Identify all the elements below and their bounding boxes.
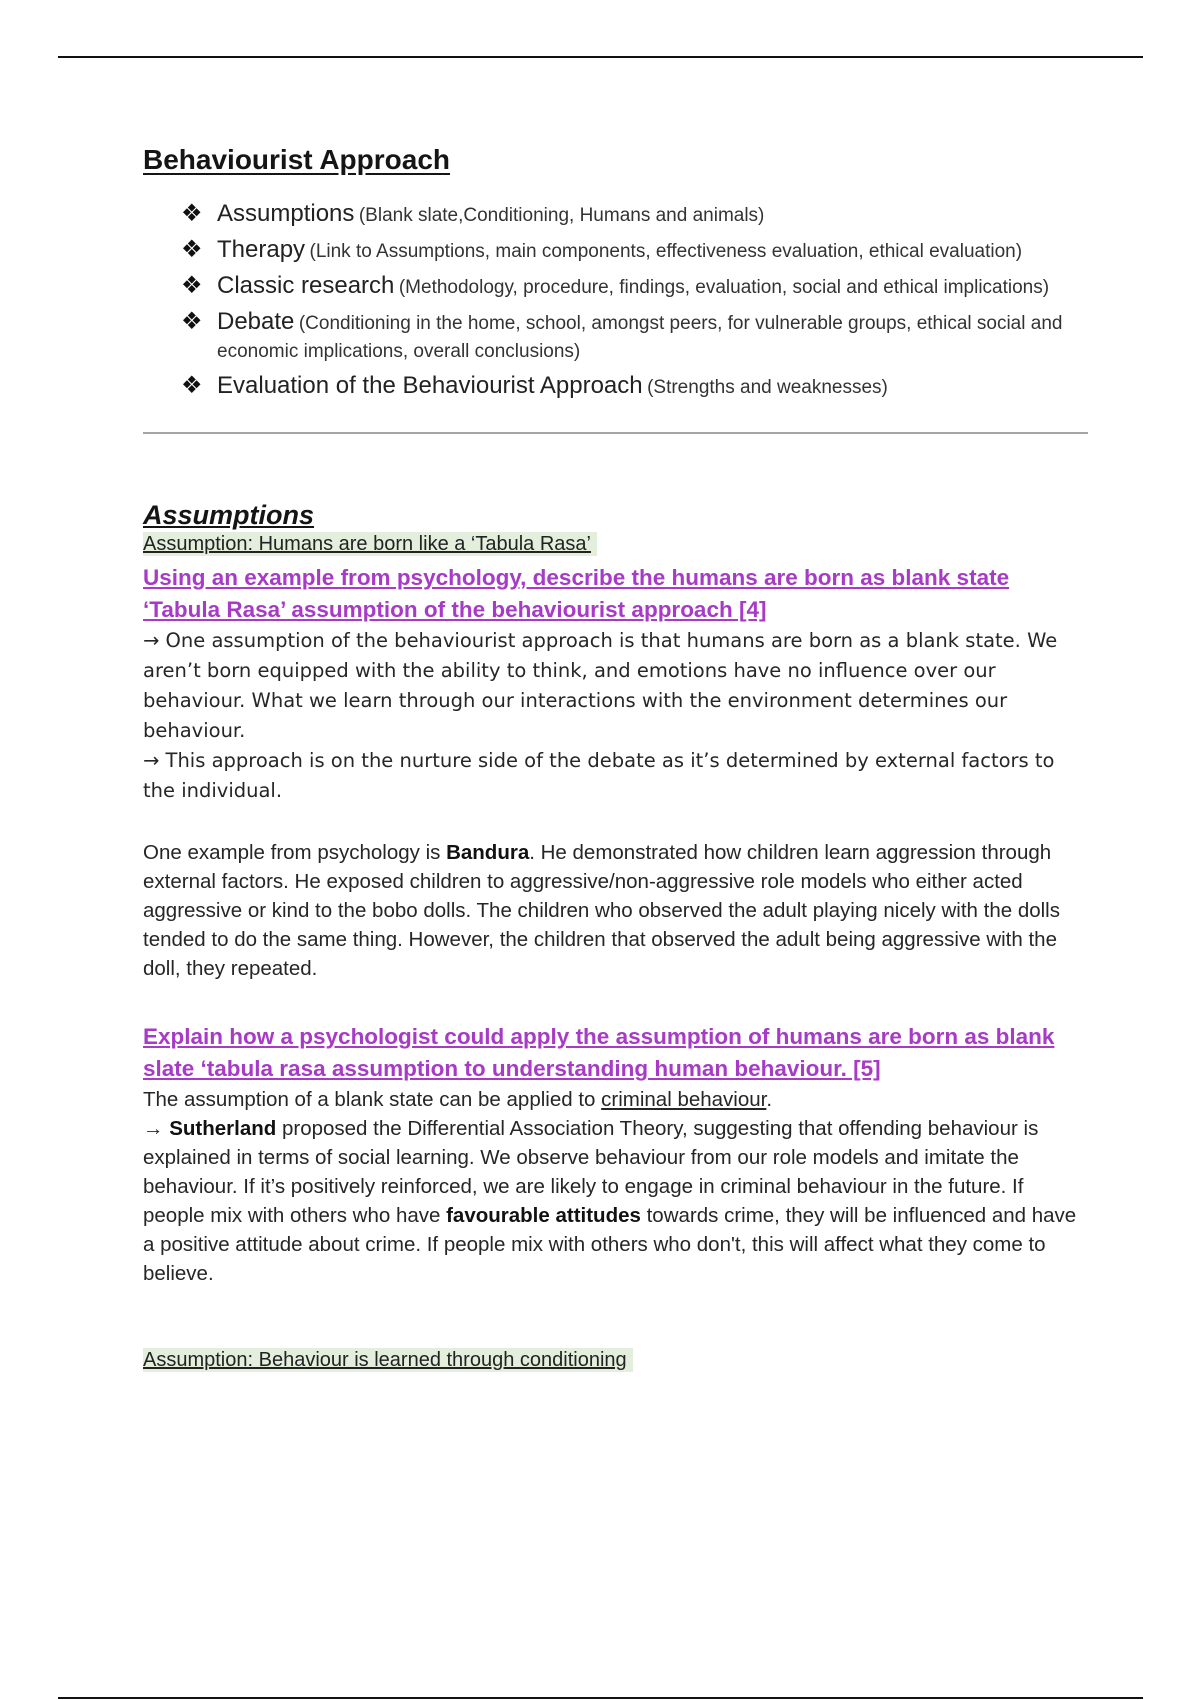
outline-item (181, 308, 1088, 366)
document-title: Behaviourist Approach (143, 144, 451, 175)
diamond-bullet-icon: ❖ (181, 272, 203, 299)
outline-item-detail: (Conditioning in the home, school, amongst peers, for vulnerable groups, ethical social and economic implications, overall conclusions) (217, 313, 1063, 362)
document-body (143, 142, 1088, 1372)
assumption-tag: Assumption: Behaviour is learned through conditioning (143, 1348, 633, 1372)
answer-paragraph: → One assumption of the behaviourist approach is that humans are born as a blank state. We aren’t born equipped with the ability to think, and emotions have no influence over our behaviour. What we learn through our interactions with the environment determines our behaviour. (143, 629, 1058, 742)
outline-item-detail: (Methodology, procedure, findings, evaluation, social and ethical implications) (398, 277, 1050, 298)
outline-item-title: Classic research (217, 272, 395, 299)
outline-item-title: Evaluation of the Behaviourist Approach (217, 372, 643, 399)
diamond-bullet-icon: ❖ (181, 200, 203, 227)
diamond-bullet-icon: ❖ (181, 236, 203, 263)
outline-item (181, 272, 1088, 302)
answer-paragraph: The assumption of a blank state can be applied to criminal behaviour. (143, 1088, 773, 1111)
page-top-rule (58, 56, 1143, 58)
outline-item-detail: (Strengths and weaknesses) (647, 377, 888, 398)
diamond-bullet-icon: ❖ (181, 372, 203, 399)
section-divider (143, 432, 1088, 434)
outline-item (181, 200, 1088, 230)
diamond-bullet-icon: ❖ (181, 308, 203, 335)
section-heading-assumptions: Assumptions (143, 500, 315, 530)
outline-item (181, 236, 1088, 266)
example-paragraph: One example from psychology is Bandura. He demonstrated how children learn aggression through external factors. He exposed children to aggressive/non-aggressive role models who either acted aggressive or kind to the bobo dolls. The children who observed the adult playing nicely with the dolls tended to do the same thing. However, the children that observed the adult being aggressive with the doll, they repeated. (143, 841, 1060, 980)
key-term: Bandura (446, 841, 530, 864)
exam-question: Explain how a psychologist could apply the assumption of humans are born as blank slate ‘tabula rasa assumption to understanding human behaviour. [5] (143, 1024, 1055, 1081)
outline-item-title: Assumptions (217, 200, 355, 227)
page-bottom-rule (58, 1697, 1143, 1699)
key-term: Sutherland (169, 1117, 277, 1140)
underlined-term: criminal behaviour (601, 1088, 767, 1111)
answer-paragraph: → Sutherland proposed the Differential Association Theory, suggesting that offending behaviour is explained in terms of social learning. We observe behaviour from our role models and imitate the behaviour. If it’s positively reinforced, we are likely to engage in criminal behaviour in the future. If people mix with others who have favourable attitudes towards crime, they will be influenced and have a positive attitude about crime. If people mix with others who don't, this will affect what they come to believe. (143, 1117, 1077, 1285)
assumption-tag: Assumption: Humans are born like a ‘Tabula Rasa’ (143, 532, 597, 556)
outline-item-detail: (Blank slate,Conditioning, Humans and animals) (358, 205, 765, 226)
key-term: favourable attitudes (446, 1204, 641, 1227)
outline-item-title: Debate (217, 308, 295, 335)
outline-item-detail: (Link to Assumptions, main components, effectiveness evaluation, ethical evaluation) (309, 241, 1023, 262)
answer-paragraph: → This approach is on the nurture side of the debate as it’s determined by external factors to the individual. (143, 749, 1055, 802)
outline-item-title: Therapy (217, 236, 306, 263)
outline-item (181, 372, 1088, 402)
topic-outline (143, 200, 1088, 402)
exam-question: Using an example from psychology, describe the humans are born as blank state ‘Tabula Rasa’ assumption of the behaviourist approach [4] (143, 565, 1010, 622)
